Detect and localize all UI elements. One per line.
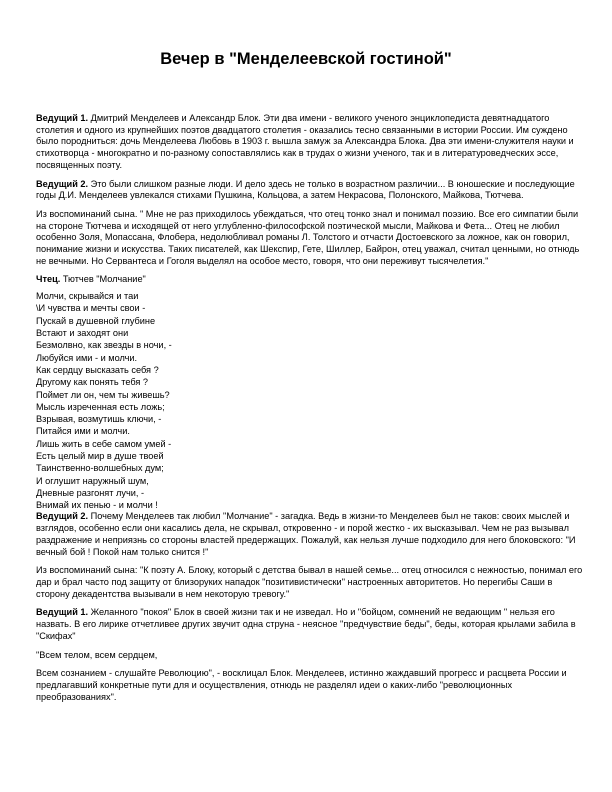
paragraph	[36, 650, 584, 662]
speaker-label: Ведущий 2.	[36, 178, 89, 189]
paragraph	[36, 668, 584, 703]
poem-line: Таинственно-волшебных дум;	[36, 463, 164, 474]
speaker-label: Ведущий 2.	[36, 511, 89, 522]
paragraph-text: Тютчев "Молчание"	[60, 274, 146, 285]
speaker-label: Чтец.	[36, 274, 61, 285]
poem-line: Мысль изреченная есть ложь;	[36, 401, 165, 412]
paragraph-text: Почему Менделеев так любил "Молчание" - загадка. Ведь в жизни-то Менделеев был не таков: своих мыслей и взглядов, особенно если они касались дела, не скрывал, откровенно - и порой жестко - их высказывал. Чем не раз вызывал раздражение и неприязнь со стороны властей предержащих. Пожалуй, как нельзя лучше подходило для него блоковского: "И вечный бой ! Покой нам только снится !"	[36, 511, 576, 557]
document-body	[36, 113, 584, 710]
poem-line: Питайся ими и молчи.	[36, 426, 130, 437]
paragraph	[36, 565, 584, 600]
paragraph	[36, 511, 584, 558]
poem	[36, 290, 584, 511]
poem-line: Есть целый мир в душе твоей	[36, 451, 164, 461]
paragraph-text: Это были слишком разные люди. И дело здесь не только в возрастном различии... В юношеские и последующие годы Д.И. Менделеев увлекался стихами Пушкина, Кольцова, а затем Некрасова, Полонского, Майкова, Тютчева.	[36, 178, 575, 201]
poem-line: \И чувства и мечты свои -	[36, 303, 146, 314]
paragraph	[36, 209, 584, 268]
paragraph	[36, 607, 584, 642]
page-title: Вечер в "Менделеевской гостиной"	[160, 50, 452, 68]
paragraph	[36, 113, 584, 172]
reader-line	[36, 274, 584, 286]
poem-line: Другому как понять тебя ?	[36, 377, 149, 388]
paragraph-text: "Всем телом, всем сердцем,	[36, 649, 158, 660]
paragraph-text: Желанного "покоя" Блок в своей жизни так и не изведал. Но и "бойцом, сомнений не ведающим " нельзя его назвать. В его лирике отчетливее других звучит одна струна - неясное "предчувствие беды", беды, которая крылами забила в "Скифах"	[36, 607, 576, 641]
poem-line: И оглушит наружный шум,	[36, 475, 149, 486]
poem-line: Взрывая, возмутишь ключи, -	[36, 414, 162, 425]
paragraph-text: Из воспоминаний сына. " Мне не раз приходилось убеждаться, что отец тонко знал и понимал поэзию. Все его симпатии были на стороне Тютчева и исходящей от него углубленно-философской поэтической мысли, Майкова и Фета... Отец не любил особенно Золя, Мопассана, Флобера, недолюбливал романы Л. Толстого и отчасти Достоевского за ложное, как он говорил, понимание жизни и искусства. Таких писателей, как Шекспир, Гете, Шиллер, Байрон, отец уважал, считал ценными, но отнюдь не вечными. Но Сервантеса и Гоголя выделял на особое место, говоря, что они переживут тысячелетия."	[36, 208, 580, 266]
poem-line: Как сердцу высказать себя ?	[36, 364, 159, 375]
speaker-label: Ведущий 1.	[36, 607, 89, 618]
poem-line: Поймет ли он, чем ты живешь?	[36, 389, 170, 400]
paragraph-text: Из воспоминаний сына: "К поэту А. Блоку, который с детства бывал в нашей семье... отец относился с нежностью, понимал его дар и брал часто под защиту от близоруких нападок "позитивистически" настроенных авторитетов. Но перегибы Саши в сторону декадентства вызывали в нем некоторую тревогу."	[36, 565, 583, 599]
poem-line: Безмолвно, как звезды в ночи, -	[36, 340, 172, 351]
speaker-label: Ведущий 1.	[36, 113, 89, 123]
poem-line: Внимай их пенью - и молчи !	[36, 500, 158, 511]
poem-line: Дневные разгонят лучи, -	[36, 487, 145, 498]
poem-line: Любуйся ими - и молчи.	[36, 352, 138, 363]
paragraph-text: Всем сознанием - слушайте Революцию", - восклицал Блок. Менделеев, истинно жаждавший прогресс и расцвета России и предлагавший конкретные пути для и осуществления, отнюдь не разделял идеи о каких-либо "революционных преобразованиях".	[36, 668, 567, 702]
poem-line: Пускай в душевной глубине	[36, 315, 156, 326]
poem-line: Встают и заходят они	[36, 328, 129, 339]
paragraph	[36, 179, 584, 202]
poem-line: Молчи, скрывайся и таи	[36, 291, 139, 302]
paragraph-text: Дмитрий Менделеев и Александр Блок. Эти два имени - великого ученого энциклопедиста девятнадцатого столетия и одного из крупнейших поэтов двадцатого столетия - оказались тесно связанными в истории России. Им суждено было породниться: дочь Менделеева Любовь в 1903 г. вышла замуж за Александра Блока. Два эти имени-служителя науки и стихотворца - многократно и по-разному сопоставлялись как в трудах о жизни ученого, так и в литературоведческих эссе, посвященных поэту.	[36, 113, 574, 170]
poem-line: Лишь жить в себе самом умей -	[36, 438, 172, 449]
